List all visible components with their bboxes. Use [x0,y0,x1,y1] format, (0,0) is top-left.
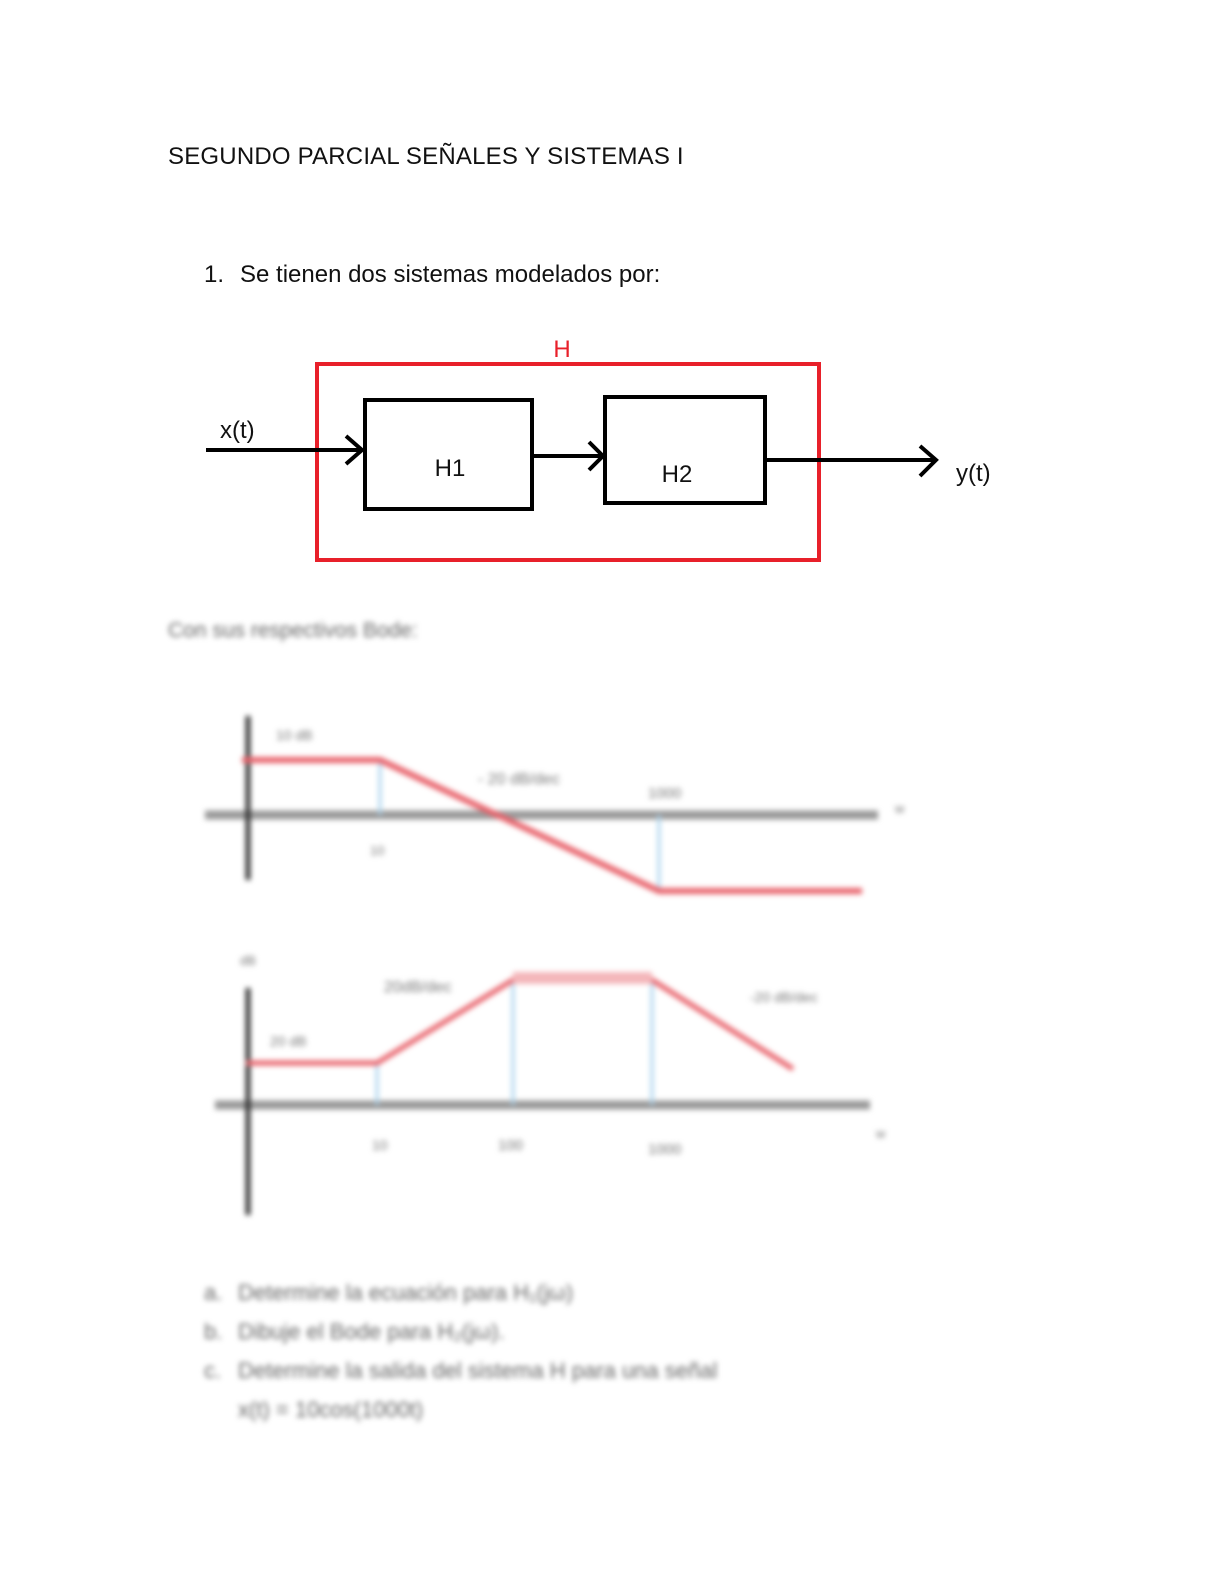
subquestion-b [204,1319,717,1358]
subquestion-a-letter: a. [204,1280,223,1305]
outer-system-label: H [553,336,571,363]
question-number: 1. [204,261,225,288]
question-text: Se tienen dos sistemas modelados por: [240,261,661,288]
bode2-curve [246,980,793,1069]
subquestions-list [204,1280,717,1436]
bode2-tick-10: 10 [372,1137,388,1153]
bode2-axis-label: w [876,1126,886,1141]
page-title: SEGUNDO PARCIAL SEÑALES Y SISTEMAS I [168,143,684,170]
bode2-level-label: 20 dB [270,1033,307,1049]
bode1-tick-10: 10 [370,843,385,858]
subquestion-c-text: Determine la salida del sistema H para una señal [238,1358,718,1383]
bode1-level-label: 10 dB [276,727,313,743]
bode2-tick-1000: 1000 [648,1141,682,1158]
bode1-axis-label: w [895,801,905,816]
subquestion-b-letter: b. [204,1319,223,1344]
subquestion-c [204,1358,717,1397]
bode-caption: Con sus respectivos Bode: [168,619,418,642]
bode2-y-label: dB [240,953,256,968]
block-h2-label: H2 [661,461,693,488]
bode2-slope-up-label: 20dB/dec [384,979,452,996]
subquestion-c-continuation: x(t) = 10cos(1000t) [238,1397,424,1422]
bode-plot-1 [205,716,905,893]
output-label: y(t) [956,460,991,487]
subquestion-b-text: Dibuje el Bode para H₂(jω). [238,1319,505,1344]
input-label: x(t) [220,417,255,444]
subquestion-a-text: Determine la ecuación para H₁(jω) [238,1280,574,1305]
bode-plot-2 [215,953,886,1215]
subquestion-a [204,1280,717,1319]
subquestion-c-letter: c. [204,1358,222,1383]
bode2-flat-band [513,972,652,984]
bode1-tick-1000: 1000 [648,785,682,802]
bode1-slope-label: - 20 dB/dec [478,771,560,788]
bode2-slope-down-label: -20 dB/dec [750,989,818,1005]
block-h1-label: H1 [434,455,466,482]
bode2-tick-100: 100 [498,1137,524,1154]
